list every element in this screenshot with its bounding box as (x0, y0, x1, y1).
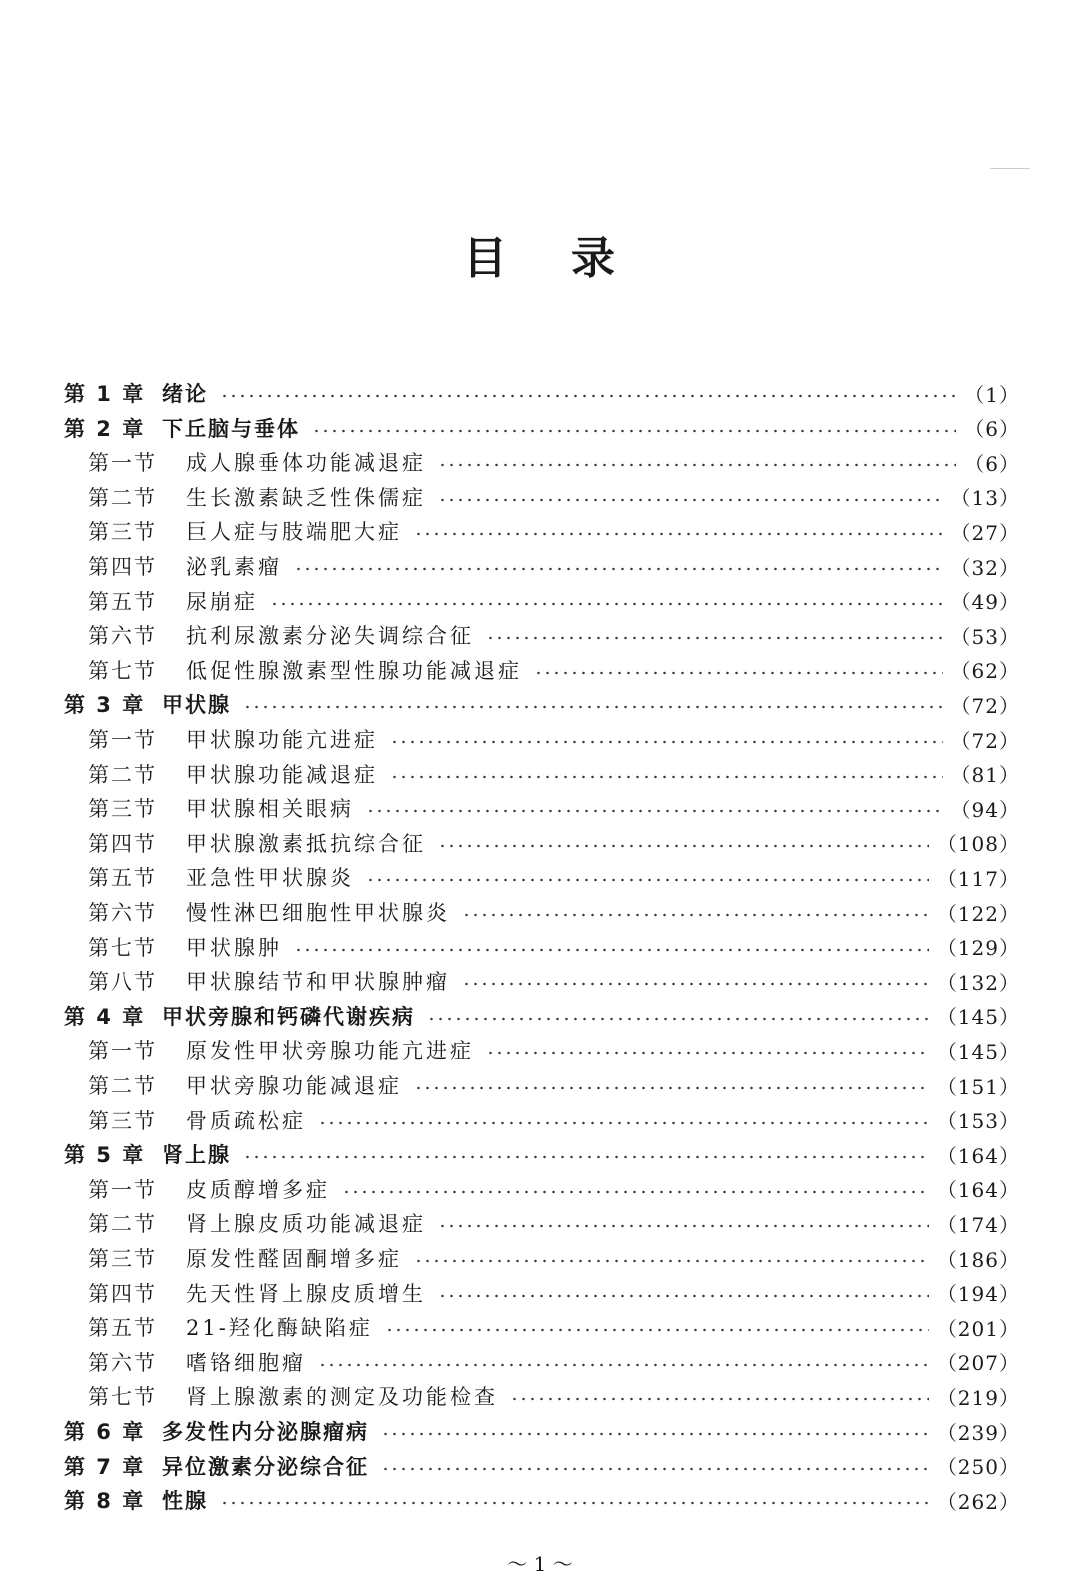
toc-section-entry[interactable] (88, 1241, 1020, 1275)
dot-leader (385, 1328, 929, 1332)
toc-entry-title: 生长激素缺乏性侏儒症 (186, 485, 426, 510)
toc-entry-label: 第四节 (88, 831, 157, 856)
dot-leader (534, 671, 943, 675)
toc-entry-title: 尿崩症 (186, 589, 258, 614)
toc-entry-label: 第 1 章 (64, 382, 146, 406)
toc-entry-page: （174） (936, 1212, 1020, 1237)
toc-entry-page: （49） (950, 590, 1020, 615)
toc-section-entry[interactable] (88, 618, 1020, 652)
toc-chapter-entry[interactable] (64, 1137, 1020, 1171)
toc-entry-title: 先天性肾上腺皮质增生 (186, 1281, 426, 1306)
toc-section-entry[interactable] (88, 549, 1020, 583)
page-title-char-1: 目 (463, 233, 509, 284)
dot-leader (366, 878, 929, 882)
toc-entry-label: 第 8 章 (64, 1489, 146, 1514)
toc-chapter-entry[interactable] (64, 1449, 1020, 1483)
toc-entry-label: 第 3 章 (64, 693, 146, 718)
toc-entry-title: 皮质醇增多症 (186, 1177, 330, 1202)
toc-entry-label: 第七节 (88, 935, 157, 960)
toc-entry-page: （94） (950, 797, 1020, 822)
toc-entry-title: 原发性甲状旁腺功能亢进症 (186, 1039, 474, 1064)
toc-entry-page: （207） (936, 1351, 1020, 1376)
toc-entry-label: 第二节 (88, 1212, 157, 1237)
toc-section-entry[interactable] (88, 791, 1020, 825)
toc-entry-page: （108） (936, 832, 1020, 857)
dot-leader (486, 1051, 929, 1055)
toc-entry-label: 第二节 (88, 1074, 157, 1098)
toc-section-entry[interactable] (88, 584, 1020, 618)
toc-entry-title: 骨质疏松症 (186, 1108, 306, 1133)
toc-entry-label: 第一节 (88, 451, 157, 476)
toc-chapter-entry[interactable] (64, 411, 1020, 445)
toc-section-entry[interactable] (88, 514, 1020, 548)
dot-leader (220, 394, 956, 398)
toc-entry-label: 第七节 (88, 658, 157, 683)
toc-section-entry[interactable] (88, 1068, 1020, 1102)
toc-entry-title: 甲状腺结节和甲状腺肿瘤 (186, 970, 450, 995)
toc-entry-label: 第二节 (88, 485, 157, 510)
dot-leader (438, 498, 943, 502)
toc-entry-page: （122） (936, 901, 1020, 926)
toc-entry-title: 甲状腺肿 (186, 935, 282, 960)
dot-leader (438, 1294, 929, 1298)
toc-chapter-entry[interactable] (64, 687, 1020, 721)
toc-entry-title: 甲状腺功能亢进症 (186, 728, 378, 752)
dot-leader (318, 1363, 929, 1367)
dot-leader (220, 1501, 929, 1505)
toc-entry-title: 性腺 (162, 1489, 208, 1514)
dot-leader (270, 602, 943, 606)
toc-entry-page: （164） (936, 1178, 1020, 1203)
toc-section-entry[interactable] (88, 1206, 1020, 1240)
toc-section-entry[interactable] (88, 445, 1020, 479)
toc-entry-page: （186） (936, 1247, 1020, 1272)
toc-section-entry[interactable] (88, 1033, 1020, 1067)
toc-entry-page: （6） (964, 451, 1020, 476)
toc-section-entry[interactable] (88, 1310, 1020, 1344)
dot-leader (243, 1155, 929, 1159)
toc-section-entry[interactable] (88, 1276, 1020, 1310)
toc-entry-title: 嗜铬细胞瘤 (186, 1350, 306, 1375)
dot-leader (414, 1259, 929, 1263)
page-number: ～ 1 ～ (507, 1552, 573, 1576)
toc-entry-title: 低促性腺激素型性腺功能减退症 (186, 658, 522, 683)
toc-entry-label: 第三节 (88, 1247, 157, 1271)
toc-entry-label: 第三节 (88, 520, 157, 545)
toc-entry-label: 第四节 (88, 1281, 157, 1306)
dot-leader (438, 844, 929, 848)
toc-entry-title: 甲状腺激素抵抗综合征 (186, 831, 426, 856)
toc-entry-title: 泌乳素瘤 (186, 555, 282, 579)
toc-entry-page: （1） (964, 382, 1020, 407)
toc-entry-label: 第 4 章 (64, 1004, 146, 1029)
toc-entry-label: 第五节 (88, 1316, 157, 1341)
toc-entry-page: （239） (936, 1420, 1020, 1445)
toc-entry-label: 第 7 章 (64, 1454, 146, 1479)
dot-leader (427, 1017, 929, 1021)
toc-entry-page: （132） (936, 970, 1020, 995)
dot-leader (414, 1086, 929, 1090)
toc-entry-title: 异位激素分泌综合征 (162, 1454, 369, 1479)
toc-chapter-entry[interactable] (64, 999, 1020, 1033)
toc-entry-page: （262） (936, 1489, 1020, 1514)
toc-entry-page: （129） (936, 936, 1020, 961)
toc-entry-page: （145） (936, 1039, 1020, 1064)
toc-section-entry[interactable] (88, 895, 1020, 929)
toc-entry-label: 第六节 (88, 901, 157, 925)
toc-chapter-entry[interactable] (64, 1414, 1020, 1448)
dot-leader (510, 1397, 929, 1401)
toc-entry-title: 21-羟化酶缺陷症 (186, 1316, 373, 1341)
toc-entry-page: （62） (950, 659, 1020, 684)
dot-leader (318, 1121, 929, 1125)
toc-entry-label: 第一节 (88, 1177, 157, 1202)
toc-entry-title: 巨人症与肢端肥大症 (186, 520, 402, 545)
toc-entry-title: 抗利尿激素分泌失调综合征 (186, 624, 474, 649)
dot-leader (414, 532, 943, 536)
toc-section-entry[interactable] (88, 1345, 1020, 1379)
toc-entry-page: （250） (936, 1455, 1020, 1480)
toc-chapter-entry[interactable] (64, 376, 1020, 410)
toc-entry-title: 甲状旁腺和钙磷代谢疾病 (162, 1004, 415, 1029)
toc-entry-label: 第二节 (88, 762, 157, 787)
toc-entry-label: 第 2 章 (64, 416, 146, 441)
toc-section-entry[interactable] (88, 1379, 1020, 1413)
toc-entry-page: （219） (936, 1385, 1020, 1410)
toc-section-entry[interactable] (88, 757, 1020, 791)
dot-leader (381, 1467, 929, 1471)
toc-entry-page: （72） (950, 693, 1020, 718)
toc-entry-page: （32） (950, 555, 1020, 580)
dot-leader (390, 740, 943, 744)
toc-entry-title: 原发性醛固酮增多症 (186, 1247, 402, 1271)
toc-entry-label: 第三节 (88, 1108, 157, 1133)
toc-entry-title: 甲状腺功能减退症 (186, 762, 378, 787)
toc-entry-label: 第六节 (88, 624, 157, 649)
toc-entry-page: （53） (950, 624, 1020, 649)
toc-entry-page: （81） (950, 763, 1020, 788)
toc-entry-title: 下丘脑与垂体 (162, 416, 300, 441)
toc-entry-title: 慢性淋巴细胞性甲状腺炎 (186, 901, 450, 925)
toc-section-entry[interactable] (88, 826, 1020, 860)
toc-entry-page: （194） (936, 1282, 1020, 1307)
toc-entry-title: 甲状旁腺功能减退症 (186, 1074, 402, 1098)
toc-entry-page: （151） (936, 1074, 1020, 1099)
toc-section-entry[interactable] (88, 930, 1020, 964)
toc-entry-title: 多发性内分泌腺瘤病 (162, 1420, 369, 1444)
toc-entry-page: （27） (950, 520, 1020, 545)
toc-entry-label: 第 6 章 (64, 1420, 146, 1444)
toc-entry-title: 亚急性甲状腺炎 (186, 866, 354, 891)
dot-leader (312, 429, 956, 433)
toc-entry-title: 甲状腺 (162, 693, 231, 718)
toc-section-entry[interactable] (88, 480, 1020, 514)
dot-leader (381, 1432, 929, 1436)
toc-entry-title: 肾上腺激素的测定及功能检查 (186, 1385, 498, 1410)
toc-section-entry[interactable] (88, 1172, 1020, 1206)
toc-entry-title: 绪论 (162, 382, 208, 406)
dot-leader (486, 636, 943, 640)
page-title-char-2: 录 (571, 233, 617, 284)
toc-entry-label: 第四节 (88, 555, 157, 579)
dot-leader (294, 567, 943, 571)
toc-entry-title: 成人腺垂体功能减退症 (186, 451, 426, 476)
toc-entry-page: （201） (936, 1316, 1020, 1341)
toc-entry-label: 第八节 (88, 970, 157, 995)
toc-entry-title: 甲状腺相关眼病 (186, 797, 354, 822)
toc-chapter-entry[interactable] (64, 1483, 1020, 1517)
scan-artifact (990, 168, 1030, 169)
dot-leader (438, 463, 956, 467)
toc-entry-title: 肾上腺皮质功能减退症 (186, 1212, 426, 1237)
toc-entry-page: （13） (950, 486, 1020, 511)
dot-leader (366, 809, 943, 813)
toc-entry-page: （6） (964, 417, 1020, 442)
dot-leader (462, 982, 929, 986)
toc-section-entry[interactable] (88, 1103, 1020, 1137)
toc-section-entry[interactable] (88, 860, 1020, 894)
dot-leader (243, 705, 943, 709)
dot-leader (462, 913, 929, 917)
page-title (0, 222, 1080, 286)
toc-entry-label: 第三节 (88, 797, 157, 822)
dot-leader (390, 775, 943, 779)
dot-leader (438, 1224, 929, 1228)
toc-entry-label: 第五节 (88, 589, 157, 614)
toc-section-entry[interactable] (88, 653, 1020, 687)
toc-section-entry[interactable] (88, 964, 1020, 998)
toc-entry-page: （145） (936, 1005, 1020, 1030)
dot-leader (342, 1190, 929, 1194)
toc-entry-label: 第五节 (88, 866, 157, 891)
toc-entry-page: （153） (936, 1109, 1020, 1134)
toc-section-entry[interactable] (88, 722, 1020, 756)
toc-entry-page: （72） (950, 728, 1020, 753)
toc-entry-label: 第七节 (88, 1385, 157, 1410)
toc-entry-title: 肾上腺 (162, 1143, 231, 1168)
toc-entry-label: 第一节 (88, 728, 157, 752)
dot-leader (294, 948, 929, 952)
toc-entry-label: 第 5 章 (64, 1143, 146, 1168)
toc-entry-page: （117） (936, 866, 1020, 891)
toc-entry-label: 第六节 (88, 1350, 157, 1375)
toc-entry-page: （164） (936, 1143, 1020, 1168)
toc-entry-label: 第一节 (88, 1039, 157, 1064)
